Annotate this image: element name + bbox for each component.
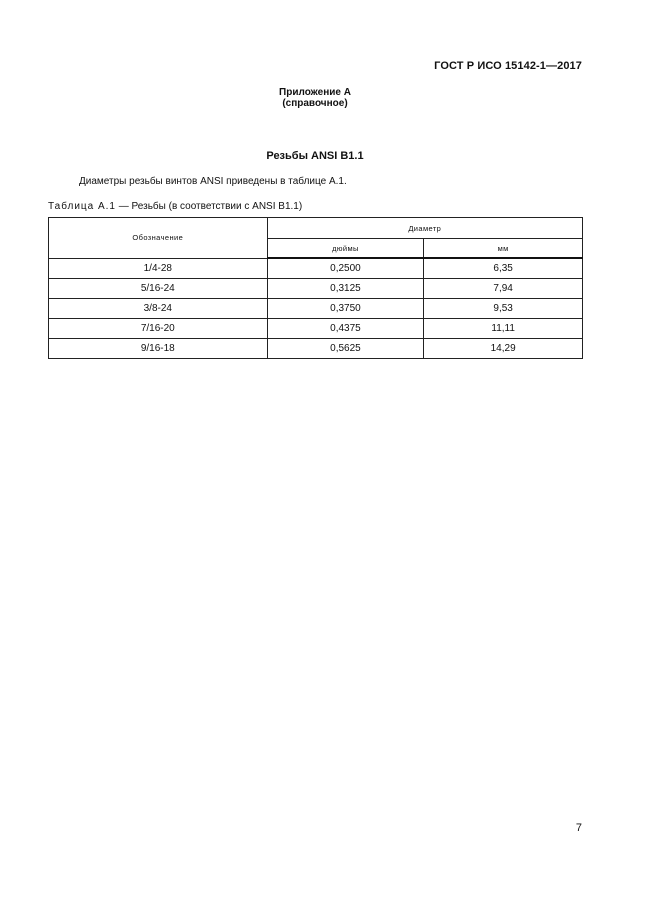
cell-designation: 3/8-24 <box>49 299 268 319</box>
intro-paragraph: Диаметры резьбы винтов ANSI приведены в таблице А.1. <box>79 176 347 187</box>
cell-inches: 0,3125 <box>267 279 424 299</box>
cell-inches: 0,4375 <box>267 319 424 339</box>
cell-inches: 0,2500 <box>267 258 424 279</box>
header-designation: Обозначение <box>49 218 268 259</box>
cell-mm: 14,29 <box>424 339 583 359</box>
table-header-row <box>49 218 583 239</box>
section-title: Резьбы ANSI B1.1 <box>266 150 364 162</box>
cell-designation: 5/16-24 <box>49 279 268 299</box>
table-caption <box>48 201 302 212</box>
cell-mm: 6,35 <box>424 258 583 279</box>
table-row <box>49 299 583 319</box>
threads-table <box>48 217 583 359</box>
table-row <box>49 279 583 299</box>
cell-inches: 0,5625 <box>267 339 424 359</box>
header-mm: мм <box>424 239 583 259</box>
appendix-title: Приложение А <box>279 87 351 98</box>
table-caption-text: — Резьбы (в соответствии с ANSI B1.1) <box>116 201 303 212</box>
table-row <box>49 258 583 279</box>
header-diameter: Диаметр <box>267 218 582 239</box>
table-row <box>49 339 583 359</box>
cell-inches: 0,3750 <box>267 299 424 319</box>
document-code: ГОСТ Р ИСО 15142-1—2017 <box>434 60 582 72</box>
table-row <box>49 319 583 339</box>
cell-designation: 7/16-20 <box>49 319 268 339</box>
appendix-subtitle: (справочное) <box>282 98 348 109</box>
cell-designation: 1/4-28 <box>49 258 268 279</box>
page-number: 7 <box>575 822 582 834</box>
header-inches: дюймы <box>267 239 424 259</box>
cell-mm: 9,53 <box>424 299 583 319</box>
table-caption-label: Таблица А.1 <box>48 201 116 212</box>
cell-designation: 9/16-18 <box>49 339 268 359</box>
cell-mm: 11,11 <box>424 319 583 339</box>
cell-mm: 7,94 <box>424 279 583 299</box>
